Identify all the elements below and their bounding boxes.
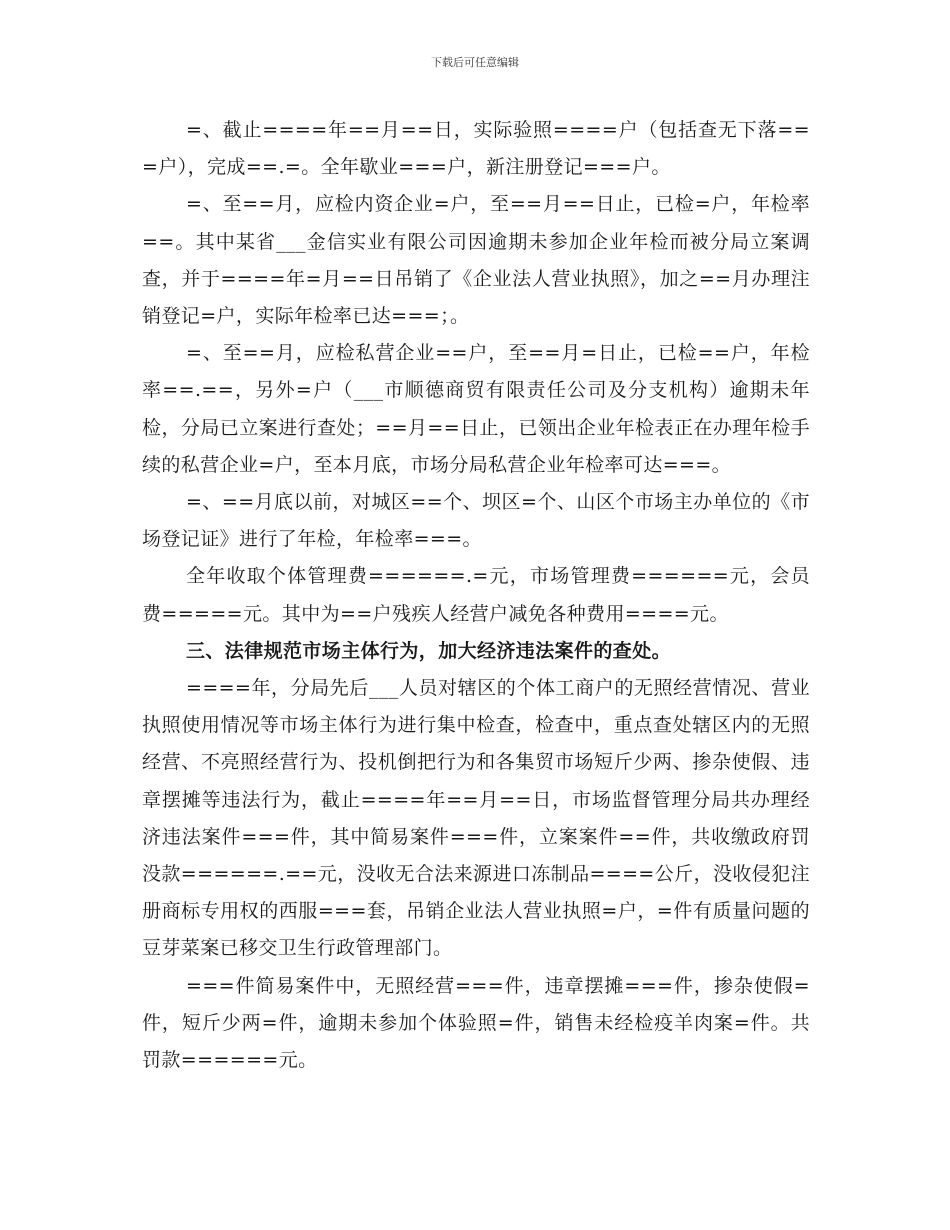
document-body xyxy=(142,112,810,1079)
paragraph-simple-cases: ===件简易案件中，无照经营===件，违章摆摊===件，掺杂使假=件，短斤少两=件，逾期未参加个体验照=件，销售未经检疫羊肉案=件。共罚款======元。 xyxy=(142,974,810,1072)
paragraph-fees: 全年收取个体管理费======.=元，市场管理费======元，会员费=====元。其中为==户残疾人经营户减免各种费用====元。 xyxy=(142,565,810,625)
paragraph-market-registration: =、==月底以前，对城区==个、坝区=个、山区个市场主办单位的《市场登记证》进行了年检，年检率===。 xyxy=(142,491,810,551)
section-heading: 三、法律规范市场主体行为，加大经济违法案件的查处。 xyxy=(186,639,672,662)
paragraph-verification: =、截止====年==月==日，实际验照====户（包括查无下落===户），完成==.=。全年歇业===户，新注册登记===户。 xyxy=(142,119,810,179)
paragraph-domestic-enterprise-inspection: =、至==月，应检内资企业=户，至==月==日止，已检=户，年检率==。其中某省___金信实业有限公司因逾期未参加企业年检而被分局立案调查，并于====年=月==日吊销了《企业法人营业执照》，加之==月办理注销登记=户，实际年检率已达===；。 xyxy=(142,193,810,328)
paragraph-enforcement: ====年，分局先后___人员对辖区的个体工商户的无照经营情况、营业执照使用情况等市场主体行为进行集中检查，检查中，重点查处辖区内的无照经营、不亮照经营行为、投机倒把行为和各集贸市场短斤少两、掺杂使假、违章摆摊等违法行为，截止====年==月==日，市场监督管理分局共办理经济违法案件===件，其中简易案件===件，立案案件==件，共收缴政府罚没款======.==元，没收无合法来源进口冻制品====公斤，没收侵犯注册商标专用权的西服===套，吊销企业法人营业执照=户，=件有质量问题的豆芽菜案已移交卫生行政管理部门。 xyxy=(142,677,810,960)
page-header-note: 下载后可任意编辑 xyxy=(431,56,519,69)
paragraph-private-enterprise-inspection: =、至==月，应检私营企业==户，至==月=日止，已检==户，年检率==.==，另外=户（___市顺德商贸有限责任公司及分支机构）逾期未年检，分局已立案进行查处；==月==日止，已领出企业年检表正在办理年检手续的私营企业=户，至本月底，市场分局私营企业年检率可达===。 xyxy=(142,342,810,476)
